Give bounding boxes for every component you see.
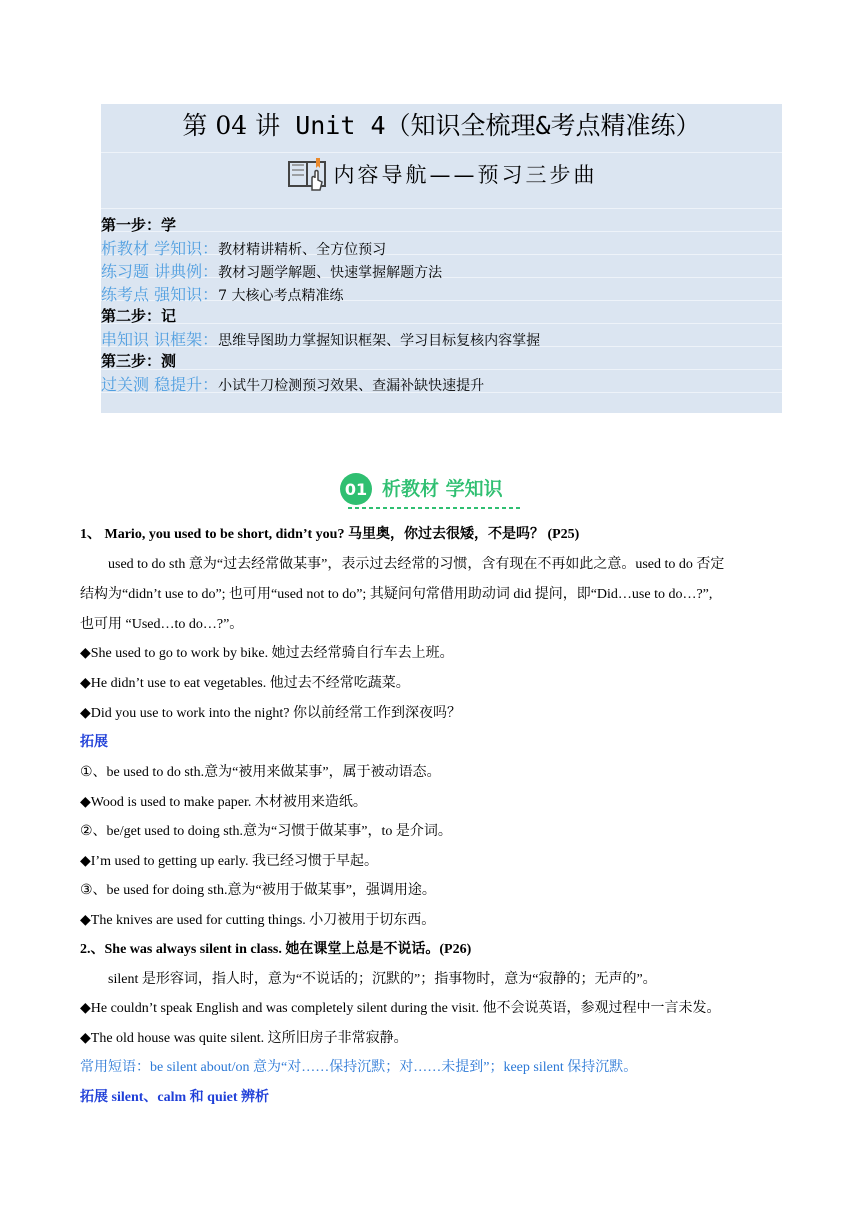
step-2-heading: 第二步：记 <box>101 307 177 325</box>
lesson-title <box>101 106 782 142</box>
example-sentence: ◆Did you use to work into the night? 你以前经常工作到深夜吗？ <box>80 706 461 721</box>
step-item-desc: 思维导图助力掌握知识框架、学习目标复核内容掌握 <box>218 333 541 349</box>
open-book-hand-icon <box>286 156 330 192</box>
content-nav-banner <box>101 156 782 196</box>
step-item <box>101 372 484 395</box>
step-3-heading: 第三步：测 <box>101 352 177 370</box>
step-item-desc: 教材精讲精析、全方位预习 <box>218 242 387 258</box>
lesson-number: 第 04 讲 <box>182 111 281 140</box>
paragraph: 结构为“didn’t use to do”; 也可用“used not to do”; 其疑问句常借用助动词 did 提问，即“Did…use to do…?”, <box>80 587 713 602</box>
step-item-key: 串知识 识框架： <box>101 330 219 349</box>
step-1-heading: 第一步：学 <box>101 216 177 234</box>
example-sentence: ◆He didn’t use to eat vegetables. 他过去不经常吃蔬菜。 <box>80 676 410 691</box>
example-sentence: ◆She used to go to work by bike. 她过去经常骑自行车去上班。 <box>80 646 454 661</box>
badge-number: 01 <box>344 480 368 499</box>
divider <box>101 152 782 153</box>
question-1-heading: 1、 Mario, you used to be short, didn’t you? 马里奥，你过去很矮，不是吗？ (P25) <box>80 527 580 542</box>
step-item-key: 练习题 讲典例： <box>101 262 219 281</box>
common-phrase: 常用短语：be silent about/on 意为“对……保持沉默；对……未提到”；keep silent 保持沉默。 <box>80 1060 638 1075</box>
step-item-desc: 教材习题学解题、快速掌握解题方法 <box>218 265 443 281</box>
divider <box>101 323 782 324</box>
example-sentence: ◆Wood is used to make paper. 木材被用来造纸。 <box>80 795 367 810</box>
step-item-key: 练考点 强知识： <box>101 285 219 304</box>
navigation-header-box <box>101 104 782 413</box>
step-item <box>101 259 442 282</box>
extension-label: 拓展 silent、calm 和 quiet 辨析 <box>80 1090 269 1105</box>
example-sentence: ◆He couldn’t speak English and was completely silent during the visit. 他不会说英语，参观过程中一言未发。 <box>80 1001 721 1016</box>
badge-label: 析教材 学知识 <box>382 478 503 500</box>
example-sentence: ◆The knives are used for cutting things. 小刀被用于切东西。 <box>80 913 436 928</box>
step-item-desc: 7 大核心考点精准练 <box>218 288 344 304</box>
question-2-heading: 2.、She was always silent in class. 她在课堂上总是不说话。(P26) <box>80 942 472 957</box>
step-item <box>101 327 540 350</box>
paragraph: silent 是形容词，指人时，意为“不说话的；沉默的”；指事物时，意为“寂静的；无声的”。 <box>108 972 657 987</box>
paragraph: 也可用 “Used…to do…?”。 <box>80 617 244 632</box>
example-sentence: ◆The old house was quite silent. 这所旧房子非常寂静。 <box>80 1031 408 1046</box>
nav-title: 内容导航——预习三步曲 <box>333 163 598 187</box>
step-item-desc: 小试牛刀检测预习效果、查漏补缺快速提升 <box>218 378 485 394</box>
extension-item: ②、be/get used to doing sth.意为“习惯于做某事”，to 是介词。 <box>80 824 452 839</box>
paragraph: used to do sth 意为“过去经常做某事”，表示过去经常的习惯，含有现在不再如此之意。used to do 否定 <box>108 557 725 572</box>
extension-item: ③、be used for doing sth.意为“被用于做某事”，强调用途。 <box>80 883 436 898</box>
lesson-unit: Unit 4（知识全梳理&考点精准练） <box>280 111 701 140</box>
divider <box>101 208 782 209</box>
extension-label: 拓展 <box>80 735 108 750</box>
step-item-key: 析教材 学知识： <box>101 239 219 258</box>
divider <box>101 369 782 370</box>
step-item-key: 过关测 稳提升： <box>101 375 219 394</box>
section-badge <box>336 471 526 511</box>
step-item <box>101 236 386 259</box>
example-sentence: ◆I’m used to getting up early. 我已经习惯于早起。 <box>80 854 378 869</box>
extension-item: ①、be used to do sth.意为“被用来做某事”，属于被动语态。 <box>80 765 441 780</box>
divider <box>101 231 782 232</box>
step-item <box>101 282 343 305</box>
